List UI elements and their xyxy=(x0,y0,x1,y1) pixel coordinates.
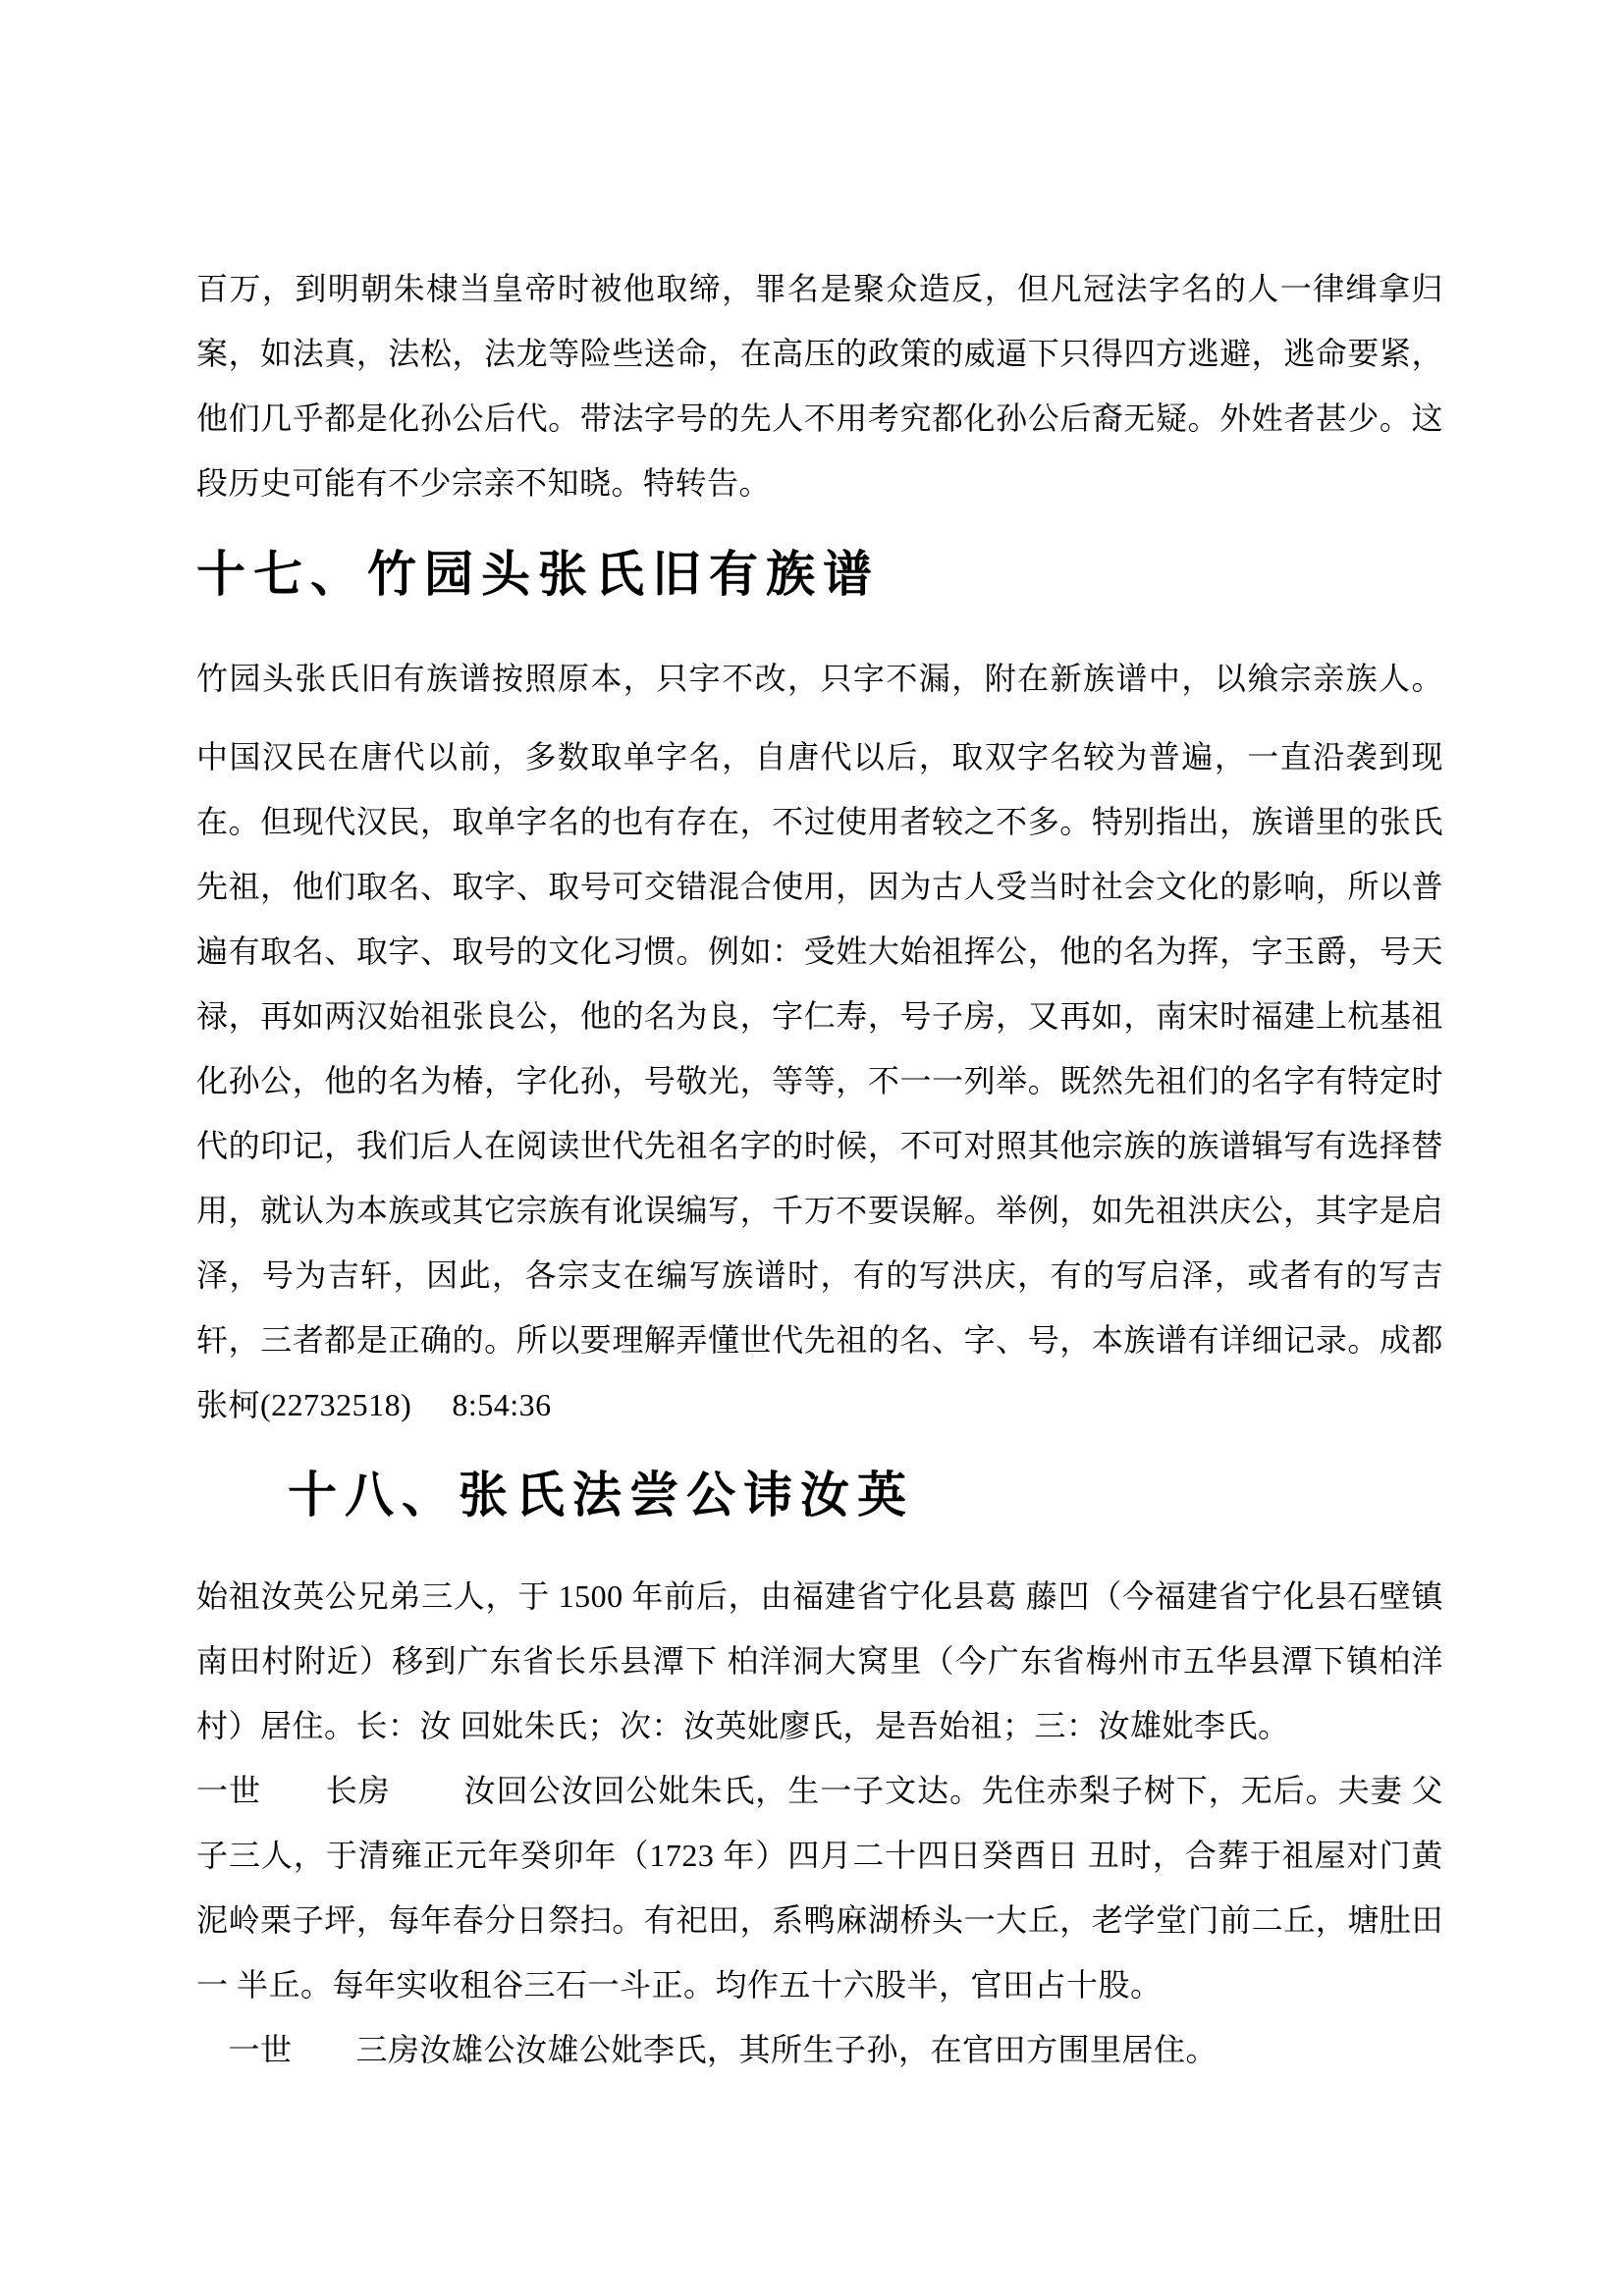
section-17-intro-paragraph: 竹园头张氏旧有族谱按照原本，只字不改，只字不漏，附在新族谱中，以飨宗亲族人。 xyxy=(196,661,1443,696)
section-17-heading: 十七、竹园头张氏旧有族谱 xyxy=(196,547,880,602)
section-18-origin-paragraph: 始祖汝英公兄弟三人，于 1500 年前后，由福建省宁化县葛 藤凹（今福建省宁化县石壁镇南田村附近）移到广东省长乐县潭下 柏洋洞大窝里（今广东省梅州市五华县潭下镇柏洋村）居住。长：汝 回妣朱氏；次：汝英妣廖氏，是吾始祖；三：汝雄妣李氏。 xyxy=(196,1578,1443,1743)
paragraph-continued: 百万，到明朝朱棣当皇帝时被他取缔，罪名是聚众造反，但凡冠法字名的人一律缉拿归案，如法真，法松，法龙等险些送命，在高压的政策的威逼下只得四方逃避，逃命要紧，他们几乎都是化孙公后代。带法字号的先人不用考究都化孙公后裔无疑。外姓者甚少。这段历史可能有不少宗亲不知晓。特转告。 xyxy=(196,271,1443,501)
section-17-body-paragraph: 中国汉民在唐代以前，多数取单字名，自唐代以后，取双字名较为普遍，一直沿袭到现在。但现代汉民，取单字名的也有存在，不过使用者较之不多。特别指出，族谱里的张氏先祖，他们取名、取字、取号可交错混合使用，因为古人受当时社会文化的影响，所以普遍有取名、取字、取号的文化习惯。例如：受姓大始祖挥公，他的名为挥，字玉爵，号天禄，再如两汉始祖张良公，他的名为良，字仁寿，号子房，又再如，南宋时福建上杭基祖化孙公，他的名为椿，字化孙，号敬光，等等，不一一列举。既然先祖们的名字有特定时代的印记，我们后人在阅读世代先祖名字的时候，不可对照其他宗族的族谱辑写有选择替用，就认为本族或其它宗族有讹误编写，千万不要误解。举例，如先祖洪庆公，其字是启泽，号为吉轩，因此，各宗支在编写族谱时，有的写洪庆，有的写启泽，或者有的写吉轩，三者都是正确的。所以要理解弄懂世代先祖的名、字、号，本族谱有详细记录。成都 张柯(22732518) 8:54:36 xyxy=(196,739,1508,1422)
section-18-gen1-changfang-paragraph: 一世 长房 汝回公汝回公妣朱氏，生一子文达。先住赤梨子树下，无后。夫妻 父子三人，于清雍正元年癸卯年（1723 年）四月二十四日癸酉日 丑时，合葬于祖屋对门黄泥岭栗子坪，每年春分日祭扫。有祀田，系鸭麻湖桥头一大丘，老学堂门前二丘，塘肚田一 半丘。每年实收租谷三石一斗正。均作五十六股半，官田占十股。 xyxy=(196,1773,1443,2002)
section-18-heading: 十八、张氏法尝公讳汝英 xyxy=(288,1468,914,1522)
section-18-gen1-sanfang-paragraph: 一世 三房汝雄公汝雄公妣李氏，其所生子孙，在官田方围里居住。 xyxy=(196,2032,1218,2067)
